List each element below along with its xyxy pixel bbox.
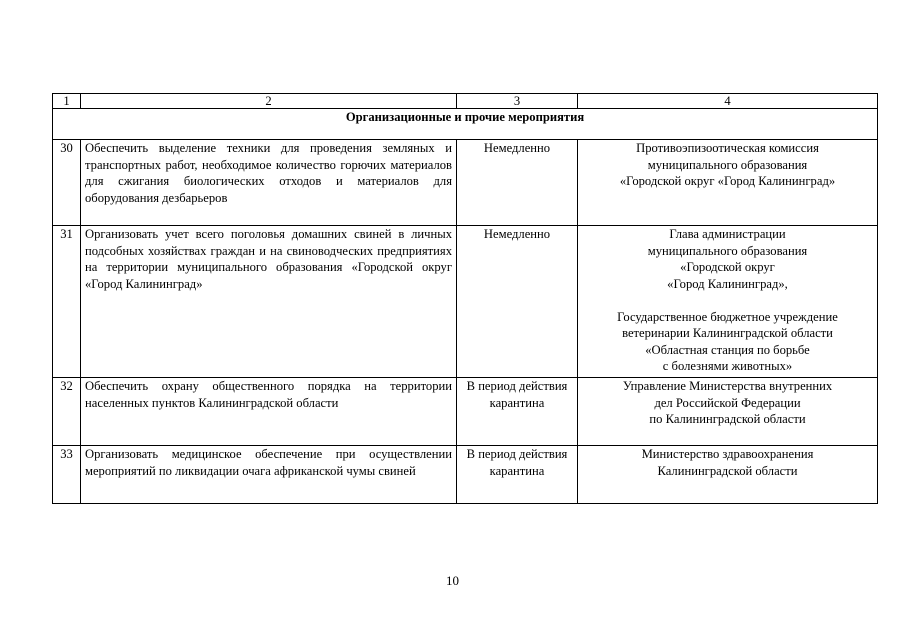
responsible-line: Министерство здравоохранения xyxy=(641,447,814,461)
responsible-line: «Городской округ xyxy=(680,260,775,274)
responsible-line: Управление Министерства внутренних xyxy=(622,379,833,393)
responsible-line: «Областная станция по борьбе xyxy=(645,342,810,357)
responsible-line: ветеринарии Калининградской области xyxy=(622,326,833,340)
responsible-line: Государственное бюджетное учреждение xyxy=(617,309,838,324)
responsible-line: Калининградской области xyxy=(657,463,798,478)
measures-table xyxy=(52,93,878,504)
responsible-line: муниципального образования xyxy=(647,157,808,172)
row-number: 33 xyxy=(53,446,81,504)
table-row xyxy=(53,226,878,378)
responsible-line: муниципального образования xyxy=(647,243,808,258)
section-title: Организационные и прочие мероприятия xyxy=(53,109,878,140)
header-row xyxy=(53,94,878,109)
responsible-gap xyxy=(582,292,873,309)
table-row xyxy=(53,446,878,504)
row-number: 31 xyxy=(53,226,81,378)
responsible-line: «Город Калининград», xyxy=(667,276,788,291)
task-cell: Обеспечить охрану общественного порядка на территории населенных пунктов Калининградской области xyxy=(81,378,457,446)
table-row xyxy=(53,140,878,226)
responsible-line: с болезнями животных» xyxy=(662,359,793,373)
responsible-cell xyxy=(578,378,878,446)
page-number: 10 xyxy=(446,573,459,588)
deadline-cell: В период действия карантина xyxy=(457,378,578,446)
deadline-cell: В период действия карантина xyxy=(457,446,578,504)
responsible-cell xyxy=(578,140,878,226)
responsible-line: по Калининградской области xyxy=(649,412,806,426)
task-cell: Организовать медицинское обеспечение при осуществлении мероприятий по ликвидации очага африканской чумы свиней xyxy=(81,446,457,504)
header-cell-1: 1 xyxy=(53,94,81,109)
deadline-cell: Немедленно xyxy=(457,226,578,378)
task-cell: Организовать учет всего поголовья домашних свиней в личных подсобных хозяйствах граждан и на свиноводческих предприятиях на территории муниципального образования «Городской округ «Город Калининград» xyxy=(81,226,457,378)
header-cell-4: 4 xyxy=(578,94,878,109)
responsible-cell xyxy=(578,226,878,378)
header-cell-3: 3 xyxy=(457,94,578,109)
row-number: 30 xyxy=(53,140,81,226)
responsible-cell xyxy=(578,446,878,504)
task-cell: Обеспечить выделение техники для проведения земляных и транспортных работ, необходимое количество горючих материалов для сжигания биологических отходов и материалов для оборудования дезбарьеров xyxy=(81,140,457,226)
responsible-line: «Городской округ «Город Калининград» xyxy=(619,174,836,188)
header-cell-2: 2 xyxy=(81,94,457,109)
responsible-line: Глава администрации xyxy=(669,227,786,241)
table-row xyxy=(53,378,878,446)
deadline-cell: Немедленно xyxy=(457,140,578,226)
row-number: 32 xyxy=(53,378,81,446)
responsible-line: дел Российской Федерации xyxy=(654,395,801,410)
responsible-line: Противоэпизоотическая комиссия xyxy=(636,141,819,155)
section-row xyxy=(53,109,878,140)
